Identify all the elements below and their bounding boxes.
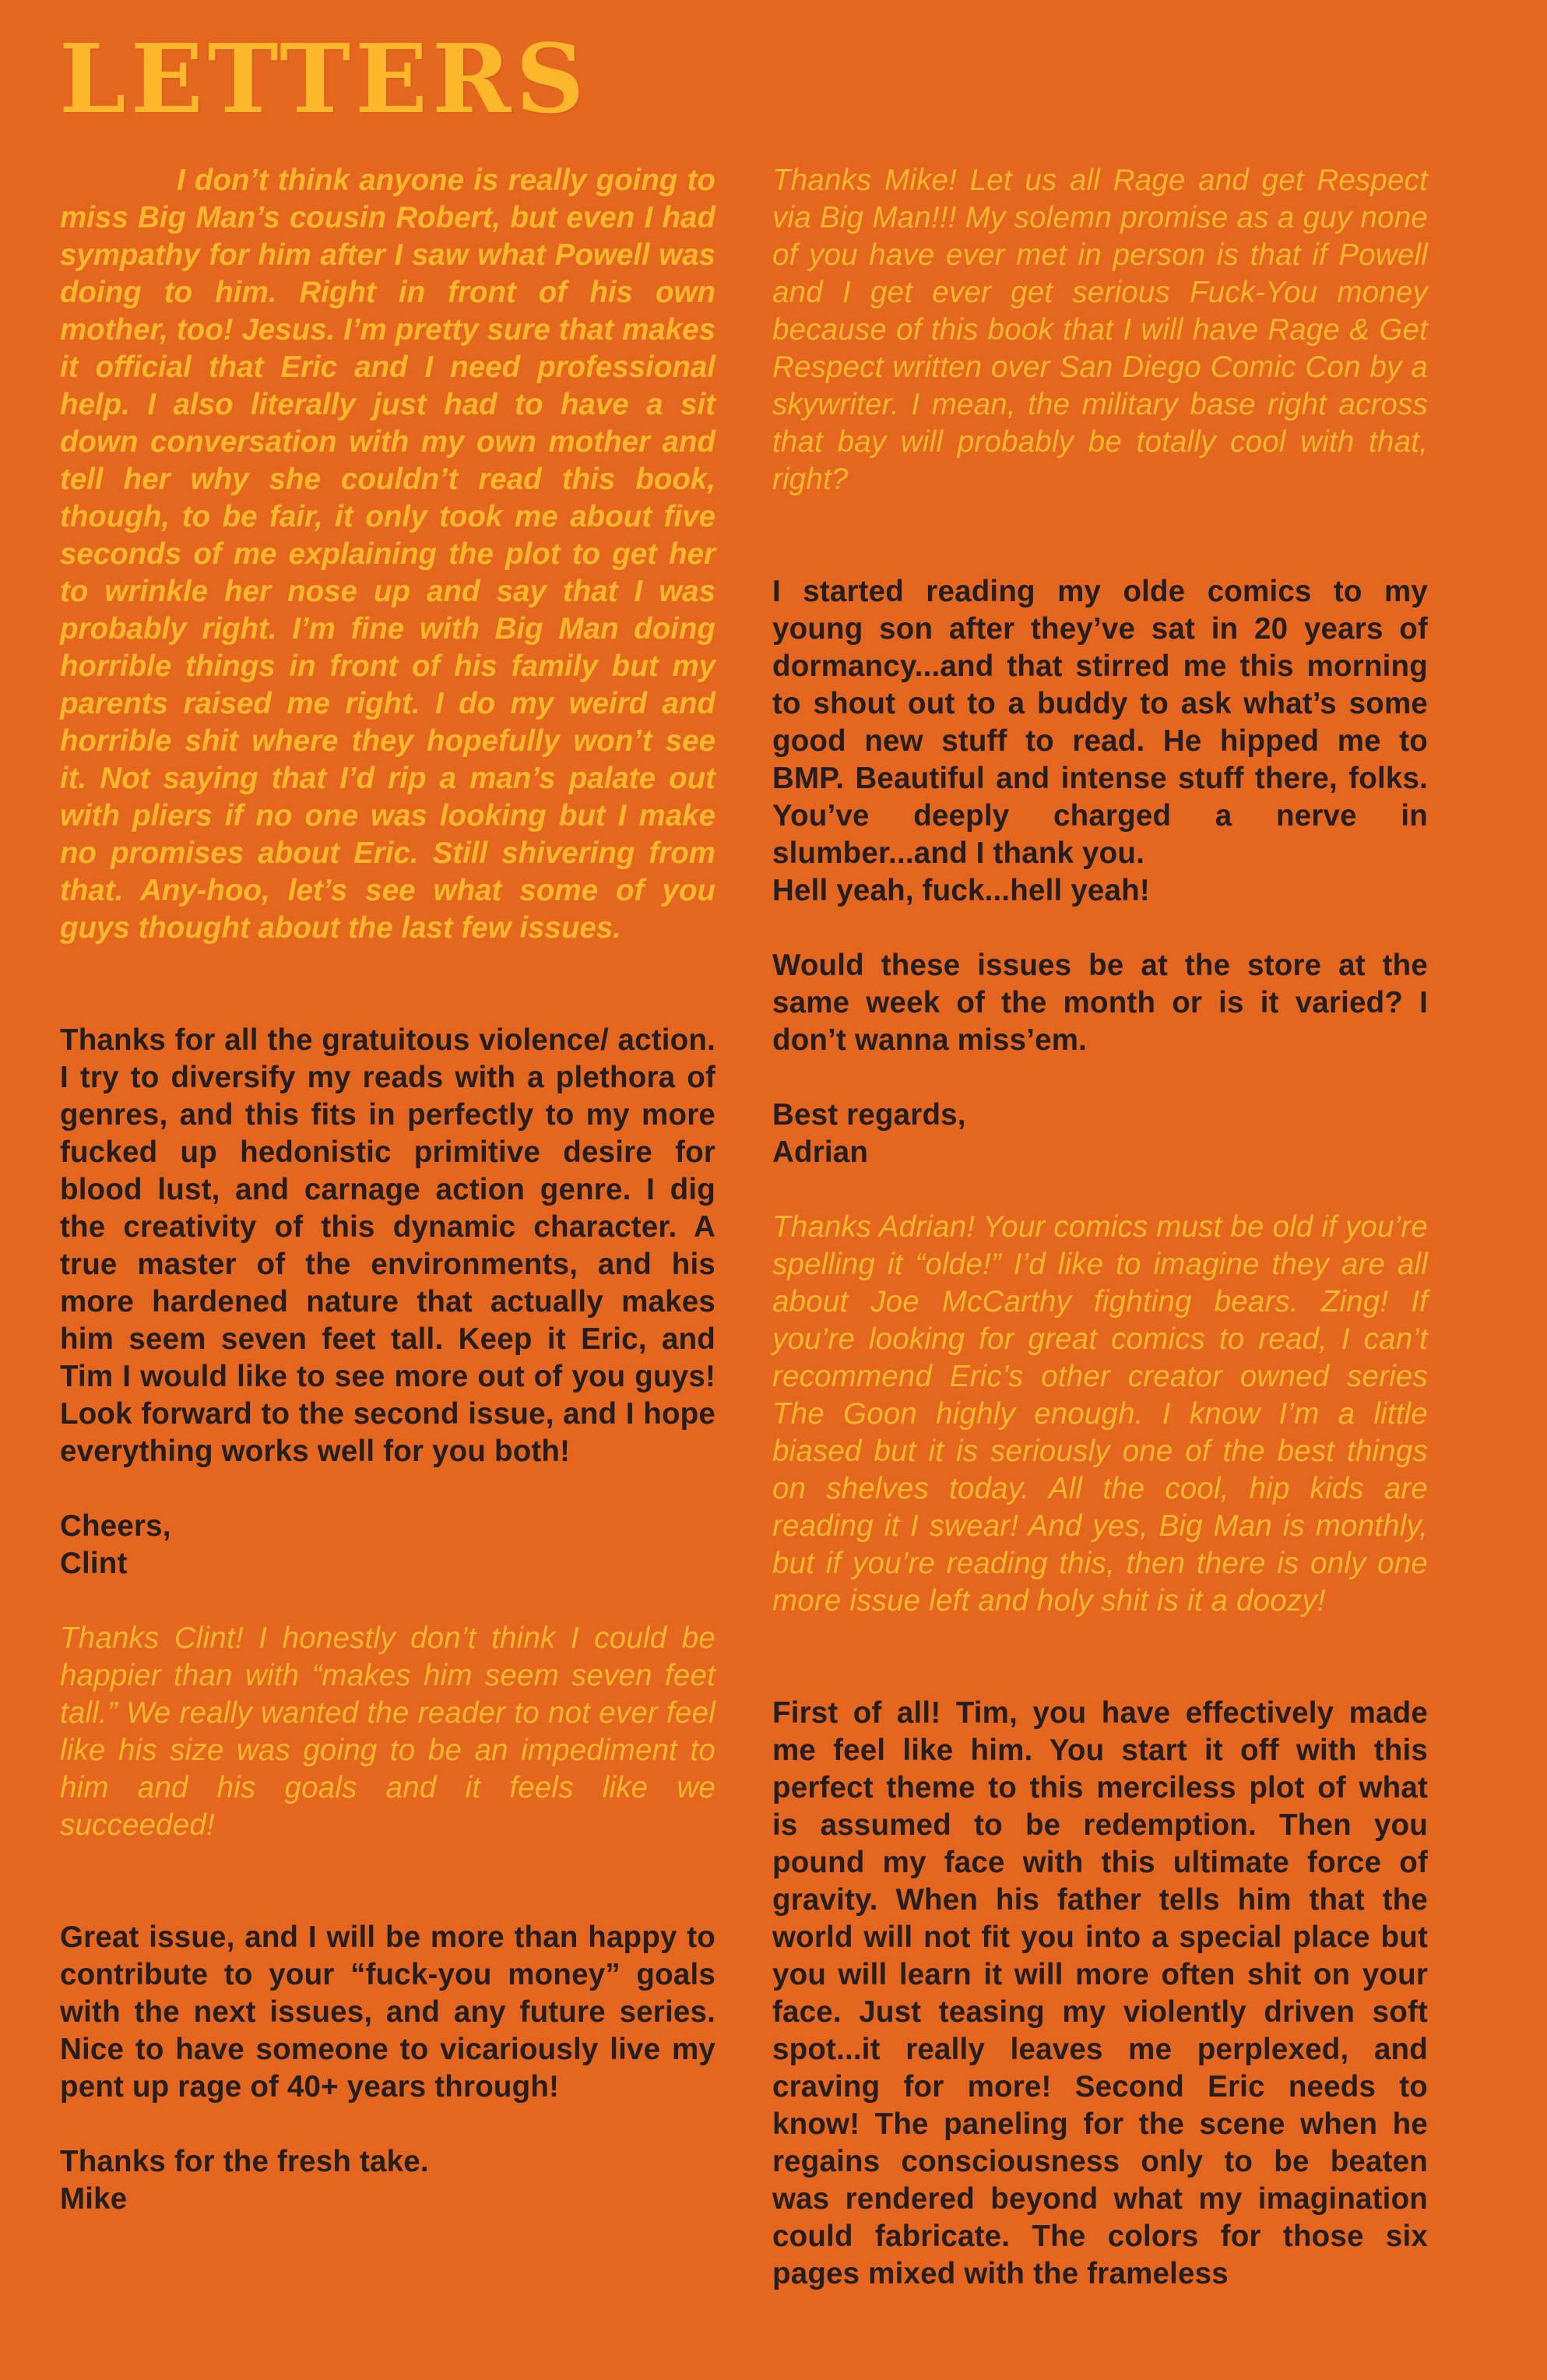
letter-clint-closing: Cheers, [60, 1509, 171, 1543]
left-column [60, 162, 715, 2218]
letter-mike-signature: Mike [60, 2182, 128, 2216]
right-column [772, 162, 1428, 2293]
letter-clint-body: Thanks for all the gratuitous violence/ action. I try to diversify my reads with a plethora of genres, and this fits in perfectly to my more fucked up hedonistic primitive desire for blood lust, and carnage action genre. I dig the creativity of this dynamic character. A true master of the environments, and his more hardened nature that actually makes him seem seven feet tall. Keep it Eric, and Tim I would like to see more out of you guys! Look forward to the second issue, and I hope everything works well for you both! [60, 1023, 715, 1468]
spacer [772, 910, 1428, 947]
spacer [772, 498, 1428, 573]
spacer [60, 1470, 715, 1508]
spacer [772, 1059, 1428, 1097]
spacer [60, 1583, 715, 1620]
letter-adrian-body: I started reading my olde comics to my young son after they’ve sat in 20 years of dormancy...and that stirred me this morning to shout out to a buddy to ask what’s some good new stuff to read. He hipped me to BMP. Beautiful and intense stuff there, folks. You’ve deeply charged a nerve in slumber...and I thank you. [772, 575, 1428, 870]
letter-clint-signature: Clint [60, 1547, 128, 1580]
letter-adrian-exclaim: Hell yeah, fuck...hell yeah! [772, 874, 1150, 907]
letter-mike-closing: Thanks for the fresh take. [60, 2145, 429, 2178]
reply-adrian: Thanks Adrian! Your comics must be old if you’re spelling it “olde!” I’d like to imagine they are all about Joe McCarthy fighting bears. Zing! If you’re looking for great comics to read, I can’t recommend Eric’s other creator owned series The Goon highly enough. I know I’m a little biased but it is seriously one of the best things on shelves today. All the cool, hip kids are reading it I swear! And yes, Big Man is monthly, but if you’re reading this, then there is only one more issue left and holy shit is it a doozy! [772, 1210, 1429, 1618]
spacer [60, 947, 715, 1022]
spacer [772, 1620, 1428, 1695]
reply-clint: Thanks Clint! I honestly don’t think I could be happier than with “makes him seem seven feet tall.” We really wanted the reader to not ever feel like his size was going to be an impediment to him and his goals and it feels like we succeeded! [60, 1621, 715, 1842]
page-title: LETTERS [59, 23, 589, 135]
letter-adrian-signature: Adrian [772, 1135, 869, 1169]
reply-mike: Thanks Mike! Let us all Rage and get Respect via Big Man!!! My solemn promise as a guy none of you have ever met in person is that if Powell and I get ever get serious Fuck-You money because of this book that I will have Rage & Get Respect written over San Diego Comic Con by a skywriter. I mean, the military base right across that bay will probably be totally cool with that, right? [772, 164, 1428, 496]
letter-adrian-question: Would these issues be at the store at the same week of the month or is it varied? I don’t wanna miss’em. [772, 949, 1428, 1057]
letter-mike-body: Great issue, and I will be more than happy to contribute to your “fuck-you money” goals with the next issues, and any future series. Nice to have someone to vicariously live my pent up rage of 40+ years through! [60, 1921, 715, 2104]
spacer [60, 2106, 715, 2143]
letter-fourth-body: First of all! Tim, you have effectively made me feel like him. You start it off with this perfect theme to this merciless plot of what is assumed to be redemption. Then you pound my face with this ultimate force of gravity. When his father tells him that the world will not fit you into a special place but you will learn it will more often shit on your face. Just teasing my violently driven soft spot...it really leaves me perplexed, and craving for more! Second Eric needs to know! The paneling for the scene when he regains consciousness only to be beaten was rendered beyond what my imagination could fabricate. The colors for those six pages mixed with the frameless [772, 1696, 1428, 2290]
spacer [60, 1844, 715, 1919]
editor-intro: I don’t think anyone is really going to miss Big Man’s cousin Robert, but even I had sympathy for him after I saw what Powell was doing to him. Right in front of his own mother, too! Jesus. I’m pretty sure that makes it official that Eric and I need professional help. I also literally just had to have a sit down conversation with my own mother and tell her why she couldn’t read this book, though, to be fair, it only took me about five seconds of me explaining the plot to get her to wrinkle her nose up and say that I was probably right. I’m fine with Big Man doing horrible things in front of his family but my parents raised me right. I do my weird and horrible shit where they hopefully won’t see it. Not saying that I’d rip a man’s palate out with pliers if no one was looking but I make no promises about Eric. Still shivering from that. Any-hoo, let’s see what some of you guys thought about the last few issues. [60, 164, 715, 945]
letter-adrian-closing: Best regards, [772, 1098, 966, 1132]
spacer [772, 1171, 1428, 1209]
